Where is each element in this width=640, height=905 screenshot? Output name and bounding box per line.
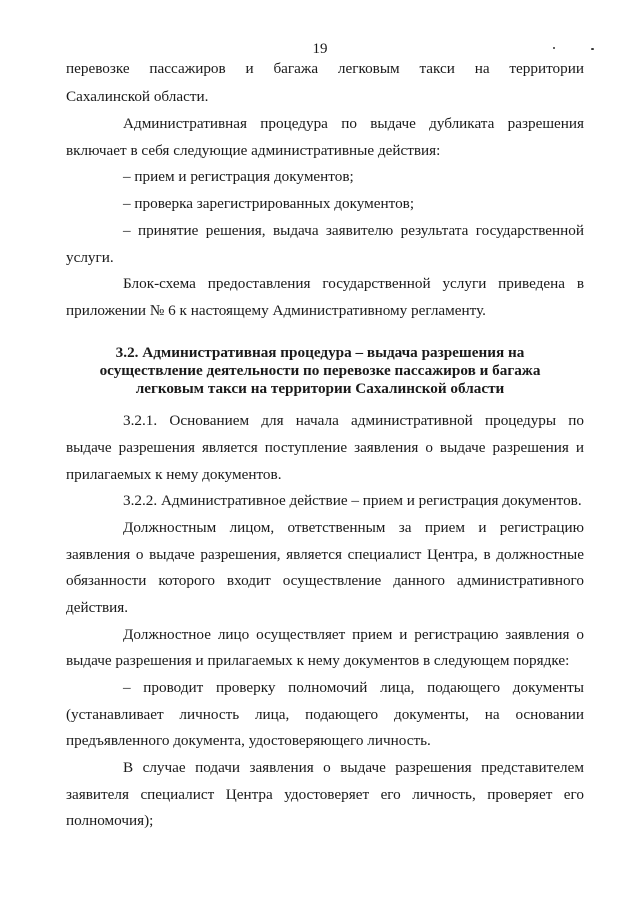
flowchart-line-1: Блок-схема предоставления государственной услуги приведена в [123,275,584,292]
para-321-line-3: прилагаемых к нему документов. [66,466,282,483]
section-heading-line-2: осуществление деятельности по перевозке пассажиров и багажа [99,362,541,379]
officials-line-1: Должностным лицом, ответственным за прием и регистрацию [123,519,584,536]
action-item-3-line-1: – принятие решения, выдача заявителю результата государственной [123,222,584,239]
order-line-1: Должностное лицо осуществляет прием и регистрацию заявления о [123,626,584,643]
flowchart-line-2: приложении № 6 к настоящему Административному регламенту. [66,302,486,319]
section-heading-line-1: 3.2. Административная процедура – выдача разрешения на [115,344,525,361]
order-line-2: выдаче разрешения и прилагаемых к нему документов в следующем порядке: [66,652,570,669]
intro-line-2: Сахалинской области. [66,88,209,105]
para-322-line-1: 3.2.2. Административное действие – прием и регистрация документов. [123,492,582,509]
officials-line-3: обязанности которого входит осуществление данного административного [66,572,584,589]
representative-line-2: заявителя специалист Центра удостоверяет его личность, проверяет его [66,786,584,803]
officials-line-4: действия. [66,599,129,616]
para-321-line-2: выдаче разрешения является поступление заявления о выдаче разрешения и [66,439,584,456]
check-item-line-2: (устанавливает личность лица, подающего документы, на основании [66,706,584,723]
procedure-line-2: включает в себя следующие административные действия: [66,142,441,159]
representative-line-1: В случае подачи заявления о выдаче разрешения представителем [123,759,584,776]
officials-line-2: заявления о выдаче разрешения, является специалист Центра, в должностные [66,546,584,563]
check-item-line-3: предъявленного документа, удостоверяющего личность. [66,732,431,749]
procedure-line-1: Административная процедура по выдаче дубликата разрешения [123,115,584,132]
action-item-2: – проверка зарегистрированных документов; [123,195,415,212]
check-item-line-1: – проводит проверку полномочий лица, подающего документы [123,679,584,696]
action-item-1: – прием и регистрация документов; [123,168,354,185]
page-number: 19 [312,41,328,57]
section-heading-line-3: легковым такси на территории Сахалинской области [135,380,505,397]
action-item-3-line-2: услуги. [66,249,114,266]
intro-line-1: перевозке пассажиров и багажа легковым такси на территории [66,60,584,77]
representative-line-3: полномочия); [66,812,154,829]
para-321-line-1: 3.2.1. Основанием для начала административной процедуры по [123,412,584,429]
